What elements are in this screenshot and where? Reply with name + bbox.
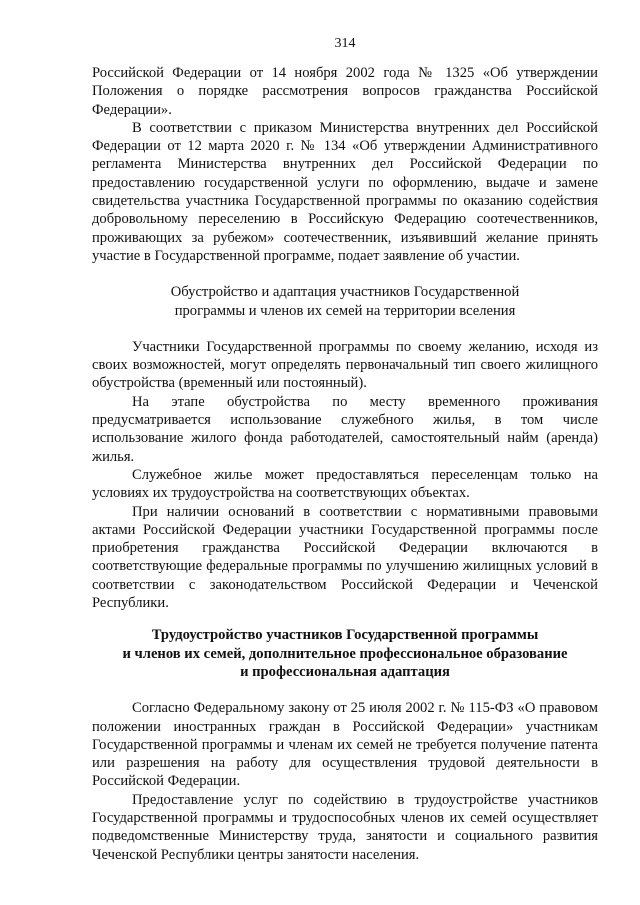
section-heading-line: Трудоустройство участников Государственной программы <box>151 627 539 644</box>
section-heading-line: Обустройство и адаптация участников Государственной <box>170 284 520 301</box>
paragraph-federal-law: Согласно Федеральному закону от 25 июля 2002 г. № 115-ФЗ «О правовом положении иностранных граждан в Российской Федерации» участникам Государственной программы и членам их семей не требуется получение патента или разрешения на работу для осуществления трудовой деятельности в Российской Федерации. <box>92 700 598 790</box>
section-heading-employment <box>92 626 598 681</box>
paragraph-service-housing: Служебное жилье может предоставляться переселенцам только на условиях их трудоустройства на соответствующих объектах. <box>92 466 598 502</box>
page-number: 314 <box>334 36 356 51</box>
paragraph-housing-type: Участники Государственной программы по своему желанию, исходя из своих возможностей, могут определять первоначальный тип своего жилищного обустройства (временный или постоянный). <box>92 338 598 392</box>
paragraph-application: В соответствии с приказом Министерства внутренних дел Российской Федерации от 12 марта 2020 г. № 134 «Об утверждении Административного регламента Министерства внутренних дел Российской Федерации по предоставлению государственной услуги по оформлению, выдаче и замене свидетельства участника Государственной программы по оказанию содействия добровольному переселению в Российскую Федерацию соотечественников, проживающих за рубежом» соотечественник, изъявивший желание принять участие в Государственной программе, подает заявление об участии. <box>92 119 598 264</box>
document-body <box>92 64 598 864</box>
paragraph-temporary-housing: На этапе обустройства по месту временного проживания предусматривается использование служебного жилья, в том числе использование жилого фонда работодателей, самостоятельный найм (аренда) жилья. <box>92 393 598 465</box>
paragraph-continuation: Российской Федерации от 14 ноября 2002 года № 1325 «Об утверждении Положения о порядке рассмотрения вопросов гражданства Российской Федерации». <box>92 65 598 118</box>
section-heading-housing <box>92 283 598 320</box>
paragraph-employment-services: Предоставление услуг по содействию в трудоустройстве участников Государственной программы и трудоспособных членов их семей осуществляет подведомственные Министерству труда, занятости и социального развития Чеченской Республики центры занятости населения. <box>92 791 598 863</box>
section-heading-line: программы и членов их семей на территории вселения <box>174 302 516 319</box>
section-heading-line: и профессиональная адаптация <box>240 663 450 680</box>
section-heading-line: и членов их семей, дополнительное профессиональное образование <box>122 645 568 662</box>
paragraph-housing-programs: При наличии оснований в соответствии с нормативными правовыми актами Российской Федерации участники Государственной программы после приобретения гражданства Российской Федерации включаются в соответствующие федеральные программы по улучшению жилищных условий в соответствии с законодательством Российской Федерации и Чеченской Республики. <box>92 503 598 612</box>
